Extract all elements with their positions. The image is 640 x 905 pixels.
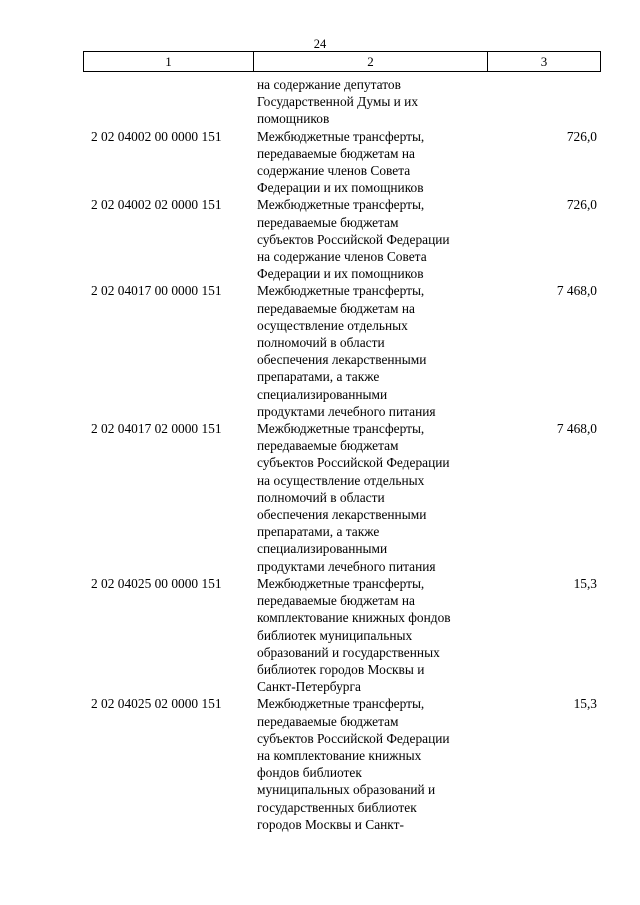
description-line: помощников bbox=[257, 111, 330, 127]
description-line: содержание членов Совета bbox=[257, 163, 411, 179]
description-line: образований и государственных bbox=[257, 644, 440, 660]
description-line: библиотек городов Москвы и bbox=[257, 661, 425, 677]
amount: 7 468,0 bbox=[556, 283, 597, 299]
description-line: специализированными bbox=[257, 386, 388, 402]
table-row bbox=[0, 695, 640, 833]
amount: 726,0 bbox=[566, 128, 597, 144]
description bbox=[257, 76, 489, 128]
description bbox=[257, 196, 489, 282]
description-line: Межбюджетные трансферты, bbox=[257, 575, 425, 591]
description bbox=[257, 695, 489, 833]
table-row bbox=[0, 196, 640, 282]
description-line: полномочий в области bbox=[257, 489, 385, 505]
description-line: Межбюджетные трансферты, bbox=[257, 283, 425, 299]
description-line: Межбюджетные трансферты, bbox=[257, 128, 425, 144]
description-line: библиотек муниципальных bbox=[257, 627, 413, 643]
description-line: на содержание членов Совета bbox=[257, 249, 427, 265]
table-body bbox=[0, 76, 640, 833]
description-line: препаратами, а также bbox=[257, 524, 380, 540]
description-line: Государственной Думы и их bbox=[257, 94, 419, 110]
description-line: продуктами лечебного питания bbox=[257, 403, 436, 419]
budget-code: 2 02 04025 02 0000 151 bbox=[91, 696, 222, 712]
description-line: Федерации и их помощников bbox=[257, 180, 424, 196]
description-line: субъектов Российской Федерации bbox=[257, 730, 450, 746]
description-line: на осуществление отдельных bbox=[257, 472, 425, 488]
description-line: Межбюджетные трансферты, bbox=[257, 197, 425, 213]
header-col-2: 2 bbox=[254, 52, 488, 71]
description-line: препаратами, а также bbox=[257, 369, 380, 385]
header-col-1: 1 bbox=[84, 52, 254, 71]
description-line: фондов библиотек bbox=[257, 765, 362, 781]
description-line: городов Москвы и Санкт- bbox=[257, 816, 404, 832]
budget-code: 2 02 04017 00 0000 151 bbox=[91, 283, 222, 299]
table-row bbox=[0, 76, 640, 128]
description-line: продуктами лечебного питания bbox=[257, 558, 436, 574]
description-line: Федерации и их помощников bbox=[257, 266, 424, 282]
description bbox=[257, 575, 489, 695]
amount: 7 468,0 bbox=[556, 421, 597, 437]
table-row bbox=[0, 128, 640, 197]
amount: 726,0 bbox=[566, 197, 597, 213]
table-header bbox=[83, 51, 601, 72]
page-number: 24 bbox=[313, 37, 327, 51]
description-line: субъектов Российской Федерации bbox=[257, 231, 450, 247]
description-line: специализированными bbox=[257, 541, 388, 557]
budget-code: 2 02 04002 02 0000 151 bbox=[91, 197, 222, 213]
description-line: передаваемые бюджетам на bbox=[257, 300, 415, 316]
description-line: субъектов Российской Федерации bbox=[257, 455, 450, 471]
budget-code: 2 02 04002 00 0000 151 bbox=[91, 128, 222, 144]
description bbox=[257, 420, 489, 575]
description-line: осуществление отдельных bbox=[257, 317, 408, 333]
description-line: муниципальных образований и bbox=[257, 782, 436, 798]
budget-code: 2 02 04025 00 0000 151 bbox=[91, 575, 222, 591]
description-line: передаваемые бюджетам на bbox=[257, 593, 415, 609]
description bbox=[257, 282, 489, 420]
description-line: Межбюджетные трансферты, bbox=[257, 696, 425, 712]
description-line: полномочий в области bbox=[257, 335, 385, 351]
header-col-3: 3 bbox=[540, 53, 548, 69]
amount: 15,3 bbox=[573, 575, 597, 591]
description-line: обеспечения лекарственными bbox=[257, 507, 427, 523]
description-line: государственных библиотек bbox=[257, 799, 417, 815]
description-line: на комплектование книжных bbox=[257, 747, 422, 763]
table-row bbox=[0, 282, 640, 420]
description-line: передаваемые бюджетам bbox=[257, 214, 399, 230]
amount: 15,3 bbox=[573, 696, 597, 712]
description bbox=[257, 128, 489, 197]
description-line: Межбюджетные трансферты, bbox=[257, 421, 425, 437]
table-row bbox=[0, 420, 640, 575]
description-line: передаваемые бюджетам на bbox=[257, 145, 415, 161]
description-line: обеспечения лекарственными bbox=[257, 352, 427, 368]
table-row bbox=[0, 575, 640, 695]
budget-code: 2 02 04017 02 0000 151 bbox=[91, 421, 222, 437]
description-line: передаваемые бюджетам bbox=[257, 438, 399, 454]
description-line: на содержание депутатов bbox=[257, 77, 401, 92]
description-line: передаваемые бюджетам bbox=[257, 713, 399, 729]
description-line: комплектование книжных фондов bbox=[257, 610, 451, 626]
description-line: Санкт-Петербурга bbox=[257, 679, 361, 695]
